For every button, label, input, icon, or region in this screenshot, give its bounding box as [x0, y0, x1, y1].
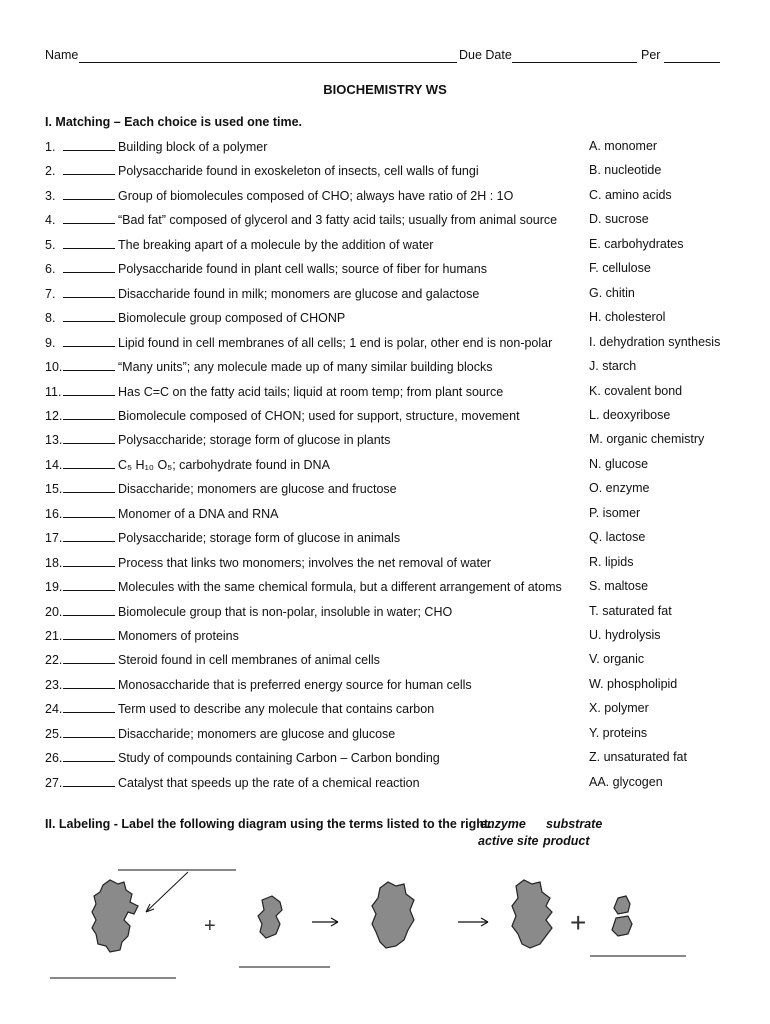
question-number: 13. [45, 433, 63, 448]
question-number: 6. [45, 262, 56, 277]
question-row [45, 408, 520, 424]
answer-choice: Z. unsaturated fat [589, 750, 687, 765]
answer-choice: Y. proteins [589, 725, 648, 740]
question-text: Disaccharide; monomers are glucose and glucose [118, 726, 396, 741]
answer-choice: H. cholesterol [589, 310, 666, 325]
answer-blank[interactable] [63, 750, 115, 762]
answer-choice: F. cellulose [589, 261, 651, 276]
answer-choice: U. hydrolysis [589, 628, 661, 642]
term-enzyme: enzyme [480, 817, 526, 831]
enzyme-reaction-diagram [0, 850, 770, 1020]
question-number: 27. [45, 775, 63, 790]
answer-choice: J. starch [589, 359, 637, 374]
question-row [45, 506, 279, 522]
term-active-site: active site [478, 834, 539, 848]
product-shape-bottom [612, 916, 632, 936]
question-row [45, 432, 390, 448]
answer-choice: T. saturated fat [589, 603, 672, 618]
question-row [45, 359, 492, 375]
question-text: Biomolecule group that is non-polar, insoluble in water; CHO [118, 604, 453, 619]
answer-choice: M. organic chemistry [589, 432, 705, 447]
question-text: Polysaccharide found in exoskeleton of insects, cell walls of fungi [118, 164, 479, 179]
question-text: Monomer of a DNA and RNA [118, 506, 279, 521]
question-text: Polysaccharide found in plant cell walls; source of fiber for humans [118, 262, 487, 277]
question-number: 23. [45, 677, 63, 692]
section1-heading: I. Matching – Each choice is used one time. [45, 115, 303, 129]
answer-choice: I. dehydration synthesis [589, 334, 721, 349]
enzyme-released-shape [512, 880, 552, 948]
answer-blank[interactable] [63, 677, 115, 689]
question-row [45, 212, 557, 228]
question-row [45, 604, 452, 620]
answer-choice: L. deoxyribose [589, 407, 671, 422]
question-row [45, 481, 397, 497]
question-row [45, 237, 433, 253]
answer-choice: E. carbohydrates [589, 236, 684, 251]
answer-blank[interactable] [63, 359, 115, 371]
answer-choice: V. organic [589, 652, 645, 667]
question-row [45, 310, 345, 326]
product-shape-top [614, 896, 630, 914]
question-text: Term used to describe any molecule that contains carbon [118, 702, 435, 717]
enzyme-shape [92, 880, 138, 952]
svg-text:+: + [570, 907, 587, 938]
term-substrate: substrate [546, 817, 603, 831]
question-text: Catalyst that speeds up the rate of a chemical reaction [118, 775, 420, 790]
question-number: 10. [45, 360, 63, 375]
answer-blank[interactable] [63, 701, 115, 713]
question-row [45, 261, 487, 277]
answer-blank[interactable] [63, 408, 115, 420]
question-text: Molecules with the same chemical formula, but a different arrangement of atoms [118, 580, 562, 595]
term-product: product [543, 834, 590, 848]
question-number: 17. [45, 531, 63, 546]
name-label: Name [45, 48, 79, 62]
question-text: Study of compounds containing Carbon – Carbon bonding [118, 751, 440, 766]
question-number: 2. [45, 164, 56, 179]
answer-choice: D. sucrose [589, 212, 649, 227]
question-number: 11. [45, 384, 62, 399]
question-text: “Bad fat” composed of glycerol and 3 fatty acid tails; usually from animal source [118, 213, 558, 228]
question-number: 15. [45, 482, 63, 497]
question-row [45, 139, 267, 155]
answer-blank[interactable] [63, 652, 115, 664]
answer-blank[interactable] [63, 579, 115, 591]
question-number: 18. [45, 555, 63, 570]
answer-choice: W. phospholipid [589, 676, 678, 691]
question-text: Biomolecule group composed of CHONP [118, 311, 346, 326]
question-text: C₅ H₁₀ O₅; carbohydrate found in DNA [118, 457, 330, 472]
question-row [45, 750, 440, 766]
question-text: “Many units”; any molecule made up of many similar building blocks [118, 360, 493, 375]
answer-choice: X. polymer [589, 701, 649, 716]
answer-choice: N. glucose [589, 456, 649, 471]
answer-choice: A. monomer [589, 139, 658, 153]
question-row [45, 726, 395, 742]
answer-choice: AA. glycogen [589, 774, 663, 789]
header-row [45, 48, 720, 64]
question-text: Polysaccharide; storage form of glucose in animals [118, 531, 401, 546]
answer-blank[interactable] [63, 335, 115, 347]
answer-blank[interactable] [63, 212, 115, 224]
question-row [45, 652, 380, 668]
section2-heading: II. Labeling - Label the following diagram using the terms listed to the right. [45, 817, 492, 831]
answer-blank[interactable] [63, 261, 115, 273]
name-field-line[interactable] [79, 62, 457, 63]
question-row [45, 579, 562, 595]
answer-blank[interactable] [63, 506, 115, 518]
question-text: Lipid found in cell membranes of all cells; 1 end is polar, other end is non-polar [118, 335, 553, 350]
question-row [45, 530, 400, 546]
question-row [45, 163, 479, 179]
question-number: 8. [45, 311, 56, 326]
answer-choice: K. covalent bond [589, 383, 683, 398]
question-text: Has C=C on the fatty acid tails; liquid at room temp; from plant source [118, 384, 504, 399]
answer-blank[interactable] [63, 384, 115, 396]
question-text: Group of biomolecules composed of CHO; always have ratio of 2H : 1O [118, 188, 514, 203]
question-text: Building block of a polymer [118, 140, 268, 154]
svg-text:+: + [204, 915, 216, 937]
question-number: 25. [45, 726, 63, 741]
answer-choice: O. enzyme [589, 481, 650, 496]
answer-choice: Q. lactose [589, 530, 646, 545]
question-number: 9. [45, 335, 56, 350]
answer-blank[interactable] [63, 237, 115, 249]
answer-blank[interactable] [63, 775, 115, 787]
question-text: Polysaccharide; storage form of glucose in plants [118, 433, 391, 448]
answer-blank[interactable] [63, 726, 115, 738]
answer-blank[interactable] [63, 139, 115, 151]
question-text: Steroid found in cell membranes of animal cells [118, 653, 380, 668]
question-text: Biomolecule composed of CHON; used for support, structure, movement [118, 408, 520, 423]
question-text: Monosaccharide that is preferred energy source for human cells [118, 677, 472, 692]
question-number: 20. [45, 604, 63, 619]
question-row [45, 677, 472, 693]
answer-choice: P. isomer [589, 505, 641, 520]
answer-choice: C. amino acids [589, 187, 672, 202]
answer-choice: S. maltose [589, 579, 649, 594]
answer-choice: B. nucleotide [589, 163, 662, 178]
question-row [45, 188, 513, 204]
due-date-field-line[interactable] [512, 62, 637, 63]
question-number: 24. [45, 702, 63, 717]
question-number: 19. [45, 580, 63, 595]
answer-blank[interactable] [63, 310, 115, 322]
answer-choice: G. chitin [589, 285, 635, 300]
question-text: Monomers of proteins [118, 629, 239, 643]
page-title: BIOCHEMISTRY WS [323, 82, 447, 97]
question-number: 22. [45, 653, 63, 668]
question-row [45, 555, 491, 571]
question-row [45, 384, 503, 400]
question-row [45, 628, 239, 644]
answer-blank[interactable] [63, 604, 115, 616]
answer-blank[interactable] [63, 188, 115, 200]
question-number: 1. [45, 140, 56, 154]
answer-blank[interactable] [63, 628, 115, 640]
answer-blank[interactable] [63, 432, 115, 444]
question-number: 4. [45, 213, 56, 228]
question-number: 5. [45, 237, 56, 252]
question-number: 7. [45, 286, 56, 301]
question-row [45, 286, 479, 302]
question-number: 26. [45, 751, 63, 766]
answer-blank[interactable] [63, 163, 115, 175]
substrate-shape [258, 896, 282, 938]
question-row [45, 457, 330, 473]
period-field-line[interactable] [664, 62, 720, 63]
answer-choice: R. lipids [589, 554, 634, 569]
answer-blank[interactable] [63, 481, 115, 493]
question-number: 12. [45, 408, 63, 423]
question-row [45, 335, 552, 351]
question-number: 21. [45, 629, 63, 643]
period-label: Per [641, 48, 661, 62]
due-date-label: Due Date [459, 48, 512, 62]
question-text: Disaccharide found in milk; monomers are glucose and galactose [118, 286, 480, 301]
question-text: Process that links two monomers; involves the net removal of water [118, 555, 492, 570]
question-row [45, 701, 434, 717]
answer-blank[interactable] [63, 530, 115, 542]
answer-blank[interactable] [63, 286, 115, 298]
question-number: 14. [45, 457, 63, 472]
answer-blank[interactable] [63, 555, 115, 567]
question-row [45, 775, 420, 791]
question-text: Disaccharide; monomers are glucose and fructose [118, 482, 397, 497]
question-number: 16. [45, 506, 63, 521]
question-text: The breaking apart of a molecule by the addition of water [118, 237, 434, 252]
answer-blank[interactable] [63, 457, 115, 469]
question-number: 3. [45, 188, 56, 203]
enzyme-substrate-complex-shape [372, 882, 414, 948]
